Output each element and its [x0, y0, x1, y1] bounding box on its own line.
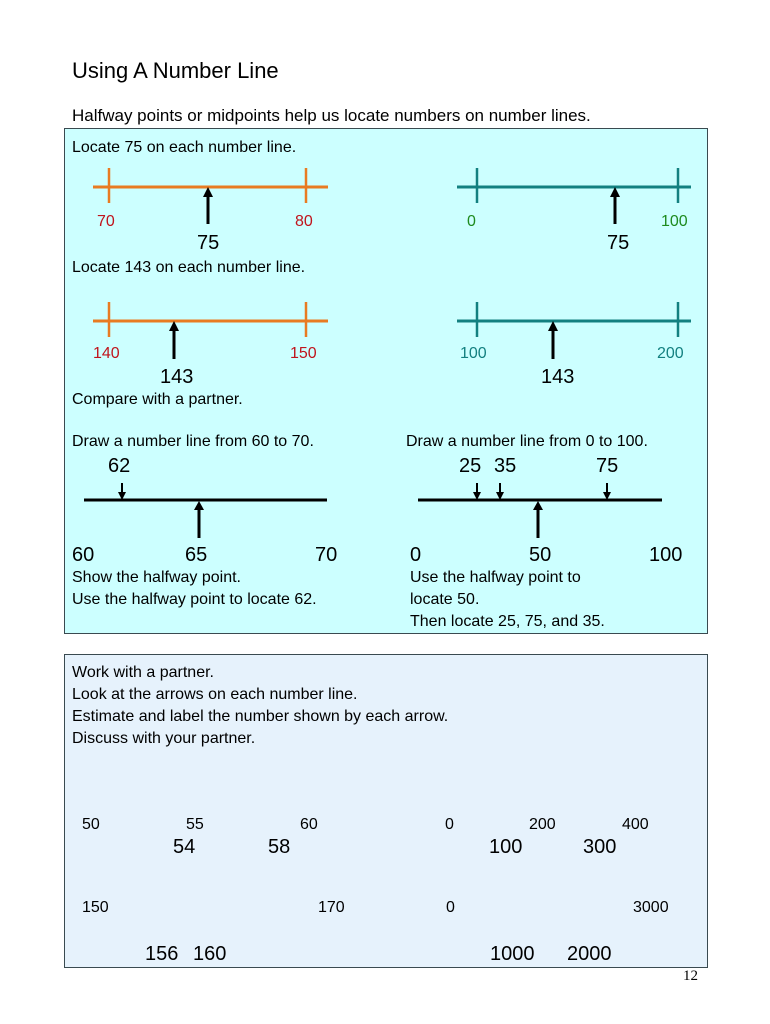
tick-170: 170: [318, 899, 345, 916]
prompt-compare: Compare with a partner.: [72, 391, 243, 408]
instruction-1: Work with a partner.: [72, 664, 214, 681]
number-line-0-100-drawn: [418, 483, 662, 538]
end-0: 0: [410, 544, 422, 566]
instruction-4: Discuss with your partner.: [72, 730, 256, 747]
label-0: 0: [467, 213, 476, 230]
instruction-2: Look at the arrows on each number line.: [72, 686, 358, 703]
left-note-1: Show the halfway point.: [72, 569, 241, 586]
right-note-1: Use the halfway point to: [410, 569, 581, 586]
arrow-58: 58: [268, 836, 291, 858]
arrow-54: 54: [173, 836, 196, 858]
tick-150: 150: [82, 899, 109, 916]
page-number: 12: [683, 968, 698, 984]
number-line-70-80: [93, 168, 328, 224]
prompt-locate-143: Locate 143 on each number line.: [72, 259, 306, 276]
label-80: 80: [295, 213, 313, 230]
instruction-3: Estimate and label the number shown by each arrow.: [72, 708, 449, 725]
arrow-label-143-b: 143: [541, 366, 575, 388]
end-70: 70: [315, 544, 338, 566]
left-task-title: Draw a number line from 60 to 70.: [72, 433, 314, 450]
end-100: 100: [649, 544, 683, 566]
tick-3000: 3000: [633, 899, 669, 916]
mid-65: 65: [185, 544, 208, 566]
arrow-label-75-b: 75: [607, 232, 630, 254]
tick-60: 60: [300, 816, 318, 833]
right-note-2: locate 50.: [410, 591, 480, 608]
label-200: 200: [657, 345, 684, 362]
left-note-2: Use the halfway point to locate 62.: [72, 591, 317, 608]
arrow-1000: 1000: [490, 943, 535, 965]
arrow-300: 300: [583, 836, 617, 858]
page-title: Using A Number Line: [72, 58, 279, 83]
mark-25: 25: [459, 455, 482, 477]
prompt-locate-75: Locate 75 on each number line.: [72, 139, 297, 156]
tick-200: 200: [529, 816, 556, 833]
number-line-0-100: [457, 168, 691, 224]
label-100-start: 100: [460, 345, 487, 362]
right-note-3: Then locate 25, 75, and 35.: [410, 613, 605, 630]
arrow-2000: 2000: [567, 943, 612, 965]
tick-50: 50: [82, 816, 100, 833]
label-150: 150: [290, 345, 317, 362]
tick-55: 55: [186, 816, 204, 833]
arrow-156: 156: [145, 943, 179, 965]
tick-400: 400: [622, 816, 649, 833]
arrow-160: 160: [193, 943, 227, 965]
tick-0-green: 0: [445, 816, 454, 833]
mid-50: 50: [529, 544, 552, 566]
right-task-title: Draw a number line from 0 to 100.: [406, 433, 648, 450]
end-60: 60: [72, 544, 95, 566]
page-subtitle: Halfway points or midpoints help us locate numbers on number lines.: [72, 106, 591, 125]
arrow-100: 100: [489, 836, 523, 858]
tick-0-purple: 0: [446, 899, 455, 916]
number-line-100-200: [457, 302, 691, 359]
label-70: 70: [97, 213, 115, 230]
mark-75: 75: [596, 455, 619, 477]
number-line-60-70: [84, 483, 327, 538]
label-100: 100: [661, 213, 688, 230]
arrow-label-143-a: 143: [160, 366, 194, 388]
arrow-label-75-a: 75: [197, 232, 220, 254]
mark-35: 35: [494, 455, 517, 477]
mark-62: 62: [108, 455, 131, 477]
label-140: 140: [93, 345, 120, 362]
